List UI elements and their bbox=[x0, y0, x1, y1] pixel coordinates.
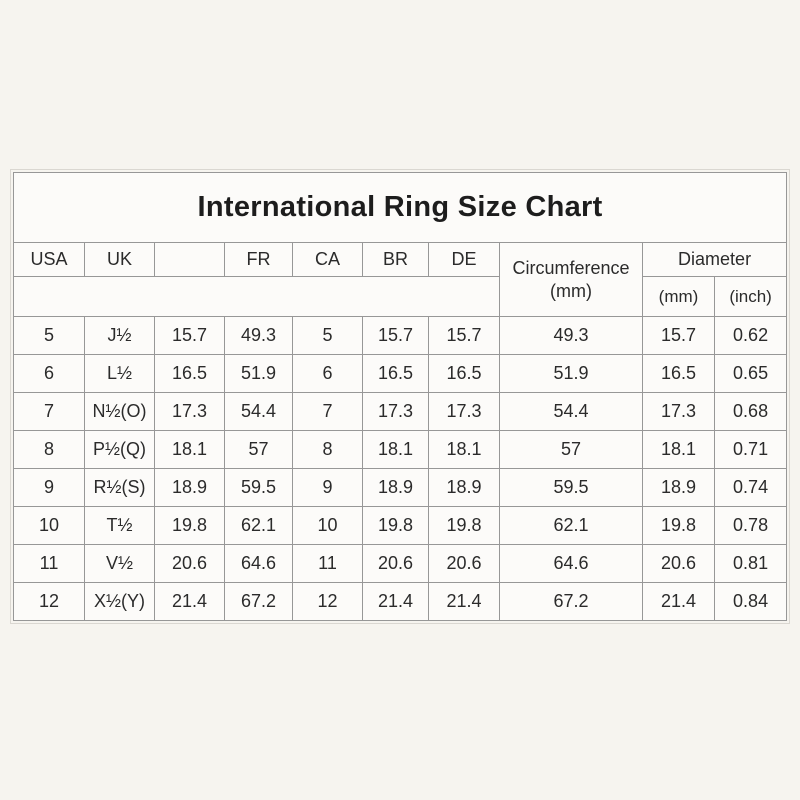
page-title: International Ring Size Chart bbox=[14, 173, 787, 243]
table-cell: 0.65 bbox=[715, 355, 787, 393]
table-cell: 18.1 bbox=[155, 431, 225, 469]
table-cell: 0.78 bbox=[715, 507, 787, 545]
col-header-br: BR bbox=[363, 243, 429, 277]
col-header-fr: FR bbox=[225, 243, 293, 277]
table-cell: 0.74 bbox=[715, 469, 787, 507]
table-cell: 17.3 bbox=[363, 393, 429, 431]
table-cell: 17.3 bbox=[643, 393, 715, 431]
table-cell: 17.3 bbox=[429, 393, 500, 431]
table-cell: V½ bbox=[85, 545, 155, 583]
table-cell: 11 bbox=[293, 545, 363, 583]
table-cell: 20.6 bbox=[429, 545, 500, 583]
col-header-blank bbox=[155, 243, 225, 277]
table-cell: 5 bbox=[14, 317, 85, 355]
table-cell: 57 bbox=[500, 431, 643, 469]
table-row bbox=[14, 431, 787, 469]
table-cell: 20.6 bbox=[643, 545, 715, 583]
table-cell: L½ bbox=[85, 355, 155, 393]
table-cell: 18.9 bbox=[363, 469, 429, 507]
table-cell: 15.7 bbox=[429, 317, 500, 355]
table-row bbox=[14, 507, 787, 545]
table-cell: J½ bbox=[85, 317, 155, 355]
table-cell: 0.71 bbox=[715, 431, 787, 469]
table-cell: 12 bbox=[14, 583, 85, 621]
table-cell: 0.68 bbox=[715, 393, 787, 431]
table-cell: 51.9 bbox=[225, 355, 293, 393]
table-cell: 9 bbox=[293, 469, 363, 507]
table-row bbox=[14, 355, 787, 393]
table-cell: 20.6 bbox=[363, 545, 429, 583]
table-cell: 64.6 bbox=[225, 545, 293, 583]
table-cell: 49.3 bbox=[225, 317, 293, 355]
table-cell: 15.7 bbox=[643, 317, 715, 355]
table-cell: 51.9 bbox=[500, 355, 643, 393]
table-cell: 18.1 bbox=[429, 431, 500, 469]
table-cell: X½(Y) bbox=[85, 583, 155, 621]
table-cell: 17.3 bbox=[155, 393, 225, 431]
table-cell: 21.4 bbox=[363, 583, 429, 621]
table-cell: 18.1 bbox=[643, 431, 715, 469]
table-cell: 6 bbox=[293, 355, 363, 393]
table-cell: 18.9 bbox=[643, 469, 715, 507]
table-cell: 49.3 bbox=[500, 317, 643, 355]
table-cell: 64.6 bbox=[500, 545, 643, 583]
table-cell: 8 bbox=[293, 431, 363, 469]
table-cell: 0.62 bbox=[715, 317, 787, 355]
circumference-unit: (mm) bbox=[550, 280, 592, 301]
col-header-uk: UK bbox=[85, 243, 155, 277]
table-cell: 62.1 bbox=[225, 507, 293, 545]
table-cell: 0.84 bbox=[715, 583, 787, 621]
header-row-top bbox=[14, 243, 787, 277]
table-cell: P½(Q) bbox=[85, 431, 155, 469]
table-cell: 59.5 bbox=[500, 469, 643, 507]
table-cell: 18.9 bbox=[429, 469, 500, 507]
table-row bbox=[14, 393, 787, 431]
table-cell: 21.4 bbox=[429, 583, 500, 621]
header-row-bottom bbox=[14, 277, 787, 317]
table-row bbox=[14, 583, 787, 621]
table-cell: R½(S) bbox=[85, 469, 155, 507]
ring-size-table bbox=[13, 172, 787, 621]
table-cell: 18.9 bbox=[155, 469, 225, 507]
table-cell: 19.8 bbox=[363, 507, 429, 545]
table-cell: 16.5 bbox=[643, 355, 715, 393]
title-row bbox=[14, 173, 787, 243]
table-cell: 21.4 bbox=[155, 583, 225, 621]
table-row bbox=[14, 469, 787, 507]
table-cell: 62.1 bbox=[500, 507, 643, 545]
table-cell: 9 bbox=[14, 469, 85, 507]
table-cell: 18.1 bbox=[363, 431, 429, 469]
table-cell: 59.5 bbox=[225, 469, 293, 507]
table-cell: 12 bbox=[293, 583, 363, 621]
table-cell: 16.5 bbox=[429, 355, 500, 393]
col-header-diameter: Diameter bbox=[643, 243, 787, 277]
col-header-circumference bbox=[500, 243, 643, 317]
table-cell: 10 bbox=[14, 507, 85, 545]
table-cell: 19.8 bbox=[155, 507, 225, 545]
table-cell: 15.7 bbox=[155, 317, 225, 355]
table-body bbox=[14, 317, 787, 621]
header-spacer bbox=[14, 277, 500, 317]
table-cell: 67.2 bbox=[500, 583, 643, 621]
table-cell: 8 bbox=[14, 431, 85, 469]
table-cell: 5 bbox=[293, 317, 363, 355]
table-cell: N½(O) bbox=[85, 393, 155, 431]
table-cell: 10 bbox=[293, 507, 363, 545]
table-cell: 7 bbox=[293, 393, 363, 431]
table-cell: 54.4 bbox=[500, 393, 643, 431]
table-cell: 19.8 bbox=[643, 507, 715, 545]
table-row bbox=[14, 317, 787, 355]
diameter-inch-header: (inch) bbox=[715, 277, 787, 317]
table-cell: 67.2 bbox=[225, 583, 293, 621]
table-cell: 57 bbox=[225, 431, 293, 469]
table-cell: 20.6 bbox=[155, 545, 225, 583]
circumference-label: Circumference bbox=[512, 258, 630, 278]
table-cell: 19.8 bbox=[429, 507, 500, 545]
table-cell: 16.5 bbox=[363, 355, 429, 393]
table-cell: 11 bbox=[14, 545, 85, 583]
col-header-de: DE bbox=[429, 243, 500, 277]
col-header-usa: USA bbox=[14, 243, 85, 277]
table-cell: 16.5 bbox=[155, 355, 225, 393]
table-cell: 7 bbox=[14, 393, 85, 431]
table-cell: 21.4 bbox=[643, 583, 715, 621]
table-cell: T½ bbox=[85, 507, 155, 545]
col-header-ca: CA bbox=[293, 243, 363, 277]
diameter-mm-header: (mm) bbox=[643, 277, 715, 317]
table-cell: 54.4 bbox=[225, 393, 293, 431]
table-header bbox=[14, 173, 787, 317]
table-cell: 0.81 bbox=[715, 545, 787, 583]
table-cell: 6 bbox=[14, 355, 85, 393]
table-cell: 15.7 bbox=[363, 317, 429, 355]
table-row bbox=[14, 545, 787, 583]
